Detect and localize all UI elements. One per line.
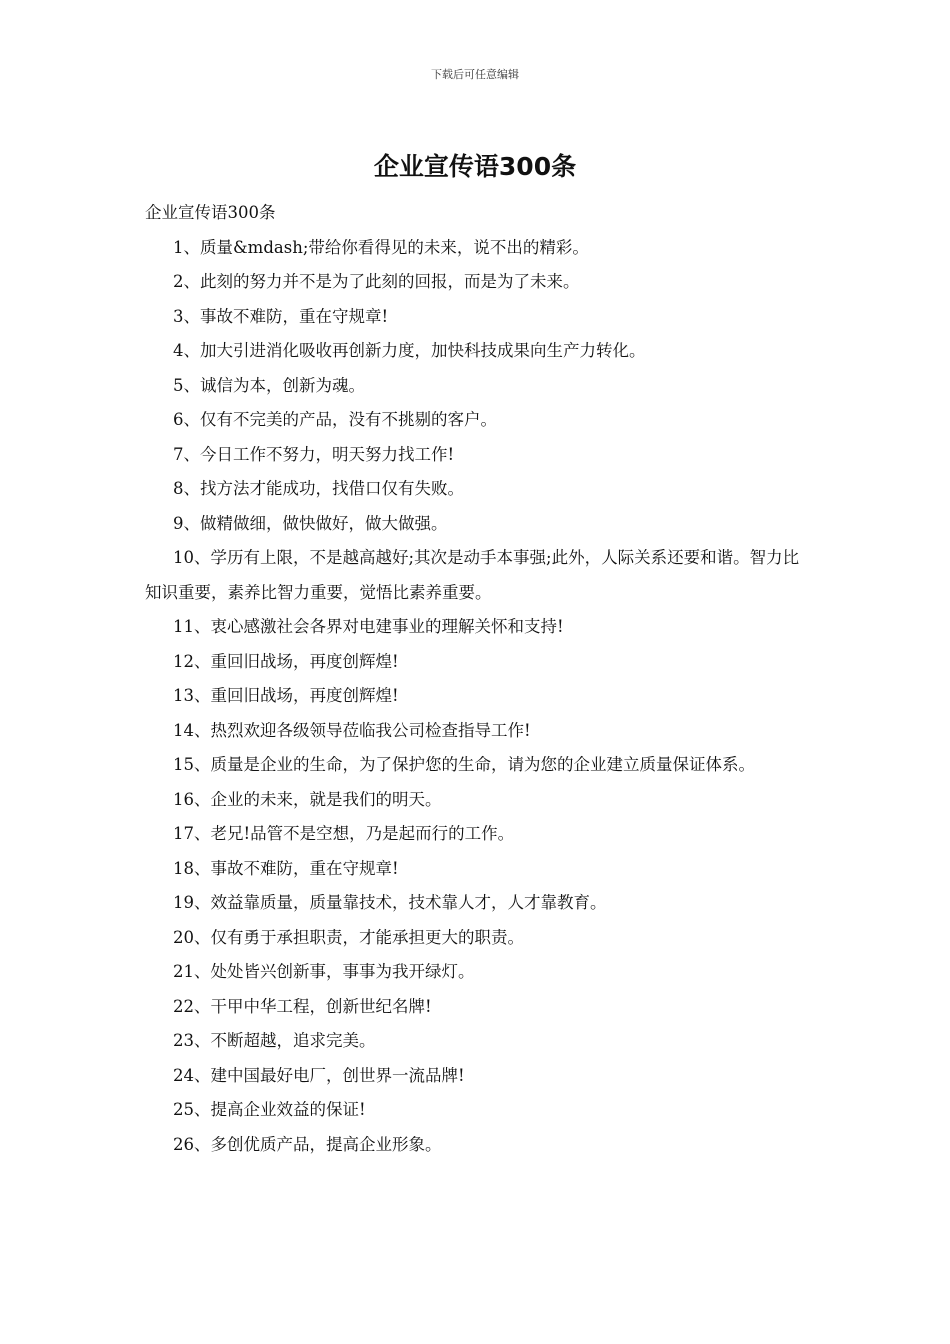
list-item: 16、企业的未来，就是我们的明天。	[173, 789, 442, 809]
list-item: 26、多创优质产品，提高企业形象。	[173, 1134, 442, 1154]
page-header-note: 下载后可任意编辑	[431, 68, 519, 81]
list-item: 9、做精做细，做快做好，做大做强。	[173, 513, 448, 533]
list-item: 14、热烈欢迎各级领导莅临我公司检查指导工作!	[173, 720, 531, 740]
list-item: 17、老兄!品管不是空想，乃是起而行的工作。	[173, 824, 515, 843]
list-item: 13、重回旧战场，再度创辉煌!	[173, 686, 399, 705]
document-title: 企业宣传语300条	[373, 152, 577, 181]
list-item: 15、质量是企业的生命，为了保护您的生命，请为您的企业建立质量保证体系。	[173, 755, 755, 774]
list-item: 5、诚信为本，创新为魂。	[173, 375, 365, 395]
list-item: 2、此刻的努力并不是为了此刻的回报，而是为了未来。	[173, 272, 580, 291]
list-item: 7、今日工作不努力，明天努力找工作!	[173, 444, 455, 464]
list-item: 18、事故不难防，重在守规章!	[173, 858, 399, 878]
list-item: 1、质量&mdash;带给你看得见的未来，说不出的精彩。	[173, 237, 589, 257]
intro-line: 企业宣传语300条	[145, 203, 276, 222]
list-item: 11、衷心感激社会各界对电建事业的理解关怀和支持!	[173, 617, 564, 636]
list-item: 10、学历有上限，不是越高越好;其次是动手本事强;此外，人际关系还要和谐。智力比知识重要，素养比智力重要，觉悟比素养重要。	[145, 548, 800, 602]
document-body	[145, 196, 810, 1162]
list-item: 3、事故不难防，重在守规章!	[173, 306, 389, 326]
list-item: 4、加大引进消化吸收再创新力度，加快科技成果向生产力转化。	[173, 341, 646, 360]
list-item: 20、仅有勇于承担职责，才能承担更大的职责。	[173, 927, 524, 947]
list-item: 8、找方法才能成功，找借口仅有失败。	[173, 479, 464, 498]
list-item: 6、仅有不完美的产品，没有不挑剔的客户。	[173, 410, 497, 429]
list-item: 19、效益靠质量，质量靠技术，技术靠人才，人才靠教育。	[173, 893, 607, 912]
list-item: 21、处处皆兴创新事，事事为我开绿灯。	[173, 962, 475, 981]
list-item: 22、干甲中华工程，创新世纪名牌!	[173, 996, 432, 1016]
list-item: 12、重回旧战场，再度创辉煌!	[173, 651, 399, 671]
list-item: 24、建中国最好电厂，创世界一流品牌!	[173, 1065, 465, 1085]
list-item: 25、提高企业效益的保证!	[173, 1100, 366, 1119]
list-item: 23、不断超越，追求完美。	[173, 1031, 376, 1050]
